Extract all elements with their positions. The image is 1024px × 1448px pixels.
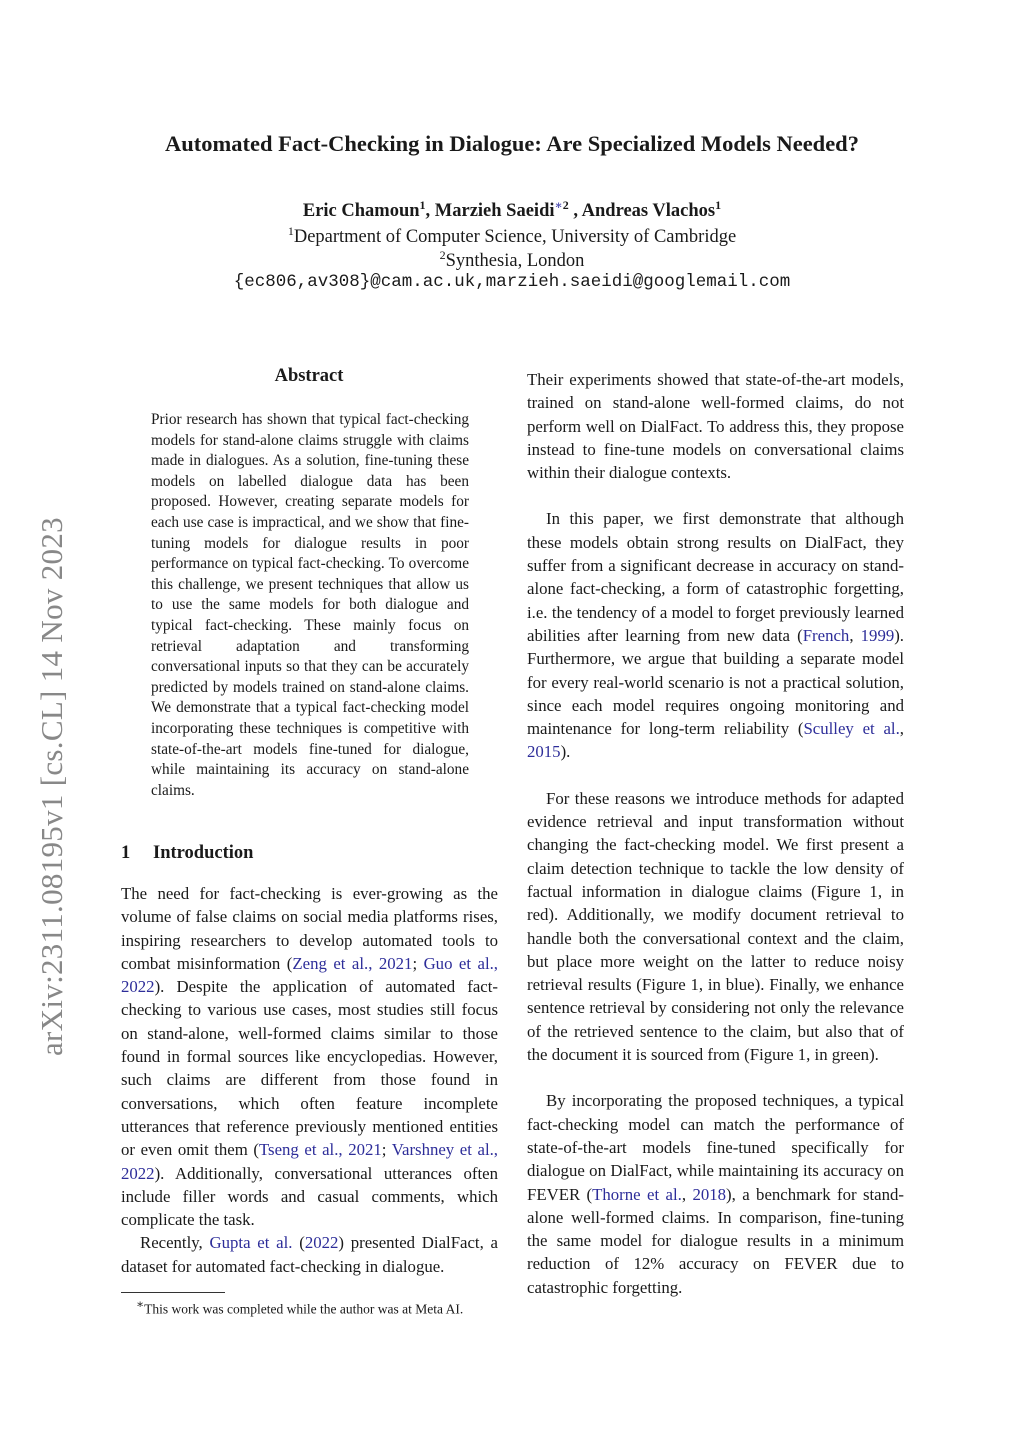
- author-name: Marzieh Saeidi: [434, 201, 555, 222]
- citation-link[interactable]: Zeng et al., 2021: [292, 953, 413, 973]
- abstract-text: Prior research has shown that typical fact-checking models for stand-alone claims struggle with claims made in dialogues. As a solution, fine-tuning these models on labelled dialogue data has been proposed. However, creating separate models for each use case is impractical, and we show that fine-tuning models for dialogue results in poor performance on typical fact-checking. To overcome this challenge, we present techniques that allow us to use the same models for both dialogue and typical fact-checking. These mainly focus on retrieval adaptation and transforming conversational inputs so that they can be accurately predicted by models trained on stand-alone claims. We demonstrate that a typical fact-checking model incorporating these techniques is competitive with state-of-the-art models fine-tuned for dialogue, while maintaining its accuracy on stand-alone claims.: [151, 411, 469, 799]
- affiliation-mark: 2: [562, 198, 569, 212]
- intro-paragraph-4: In this paper, we first demonstrate that although these models obtain strong results on DialFact, they suffer from a significant decrease in accuracy on stand-alone fact-checking, a form of catastrophic forgetting, i.e. the tendency of a model to forget previously learned abilities after learning from new data (French, 1999). Furthermore, we argue that building a separate model for every real-world scenario is not a practical solution, since each model requires ongoing monitoring and maintenance for long-term reliability (Sculley et al., 2015).: [527, 509, 905, 762]
- intro-paragraph-5: For these reasons we introduce methods for adapted evidence retrieval and input transformation without changing the fact-checking model. We first present a claim detection technique to tackle the low density of factual information in dialogue claims (Figure 1, in red). Additionally, we modify document retrieval to handle both the conversational context and the claim, but place more weight on the latter to reduce noisy retrieval results (Figure 1, in blue). Finally, we enhance sentence retrieval by considering not only the relevance of the retrieved sentence to the claim, but also that of the document it is sourced from (Figure 1, in green).: [527, 788, 904, 1065]
- citation-link[interactable]: Varshney et al., 2022: [121, 1140, 499, 1183]
- intro-paragraph-3: Their experiments showed that state-of-the-art models, trained on stand-alone well-formed claims, do not perform well on DialFact. To address this, they propose instead to fine-tune models on conversational claims within their dialogue contexts.: [527, 370, 904, 483]
- citation-link[interactable]: 2022: [304, 1233, 339, 1253]
- paper-title: Automated Fact-Checking in Dialogue: Are Specialized Models Needed?: [165, 131, 859, 156]
- section-heading: [121, 843, 253, 864]
- abstract-heading: Abstract: [274, 366, 344, 386]
- intro-paragraph-2: Recently, Gupta et al. (2022) presented DialFact, a dataset for automated fact-checking in dialogue.: [121, 1233, 498, 1276]
- author-list: Eric Chamoun$^1$, Marzieh Saeidi$^{∗2}$ , Andreas Vlachos$^1$: [302, 198, 722, 222]
- affiliation-1: $^1$Department of Computer Science, University of Cambridge: [287, 224, 737, 248]
- intro-paragraph-1: The need for fact-checking is ever-growing as the volume of false claims on social media platforms rises, inspiring researchers to develop automated tools to combat misinformation (Zeng et al., 2021; Guo et al., 2022). Despite the application of automated fact-checking to various use cases, most studies still focus on stand-alone, well-formed claims similar to those found in formal sources like encyclopedias. However, such claims are different from those found in conversations, which often feature incomplete utterances that reference previously mentioned entities or even omit them (Tseng et al., 2021; Varshney et al., 2022). Additionally, conversational utterances often include filler words and casual comments, which complicate the task.: [121, 884, 499, 1230]
- intro-paragraph-6: By incorporating the proposed techniques, a typical fact-checking model can match the performance of state-of-the-art models fine-tuned specifically for dialogue on DialFact, while maintaining its accuracy on FEVER (Thorne et al., 2018), a benchmark for stand-alone well-formed claims. In comparison, fine-tuning the same model for dialogue results in a minimum reduction of 12% accuracy on FEVER due to catastrophic forgetting.: [527, 1091, 904, 1297]
- citation-link[interactable]: 2015: [527, 742, 561, 762]
- footnote-mark: ∗: [554, 198, 563, 212]
- affiliation-mark: 1: [715, 198, 722, 212]
- footnote-mark: ∗: [136, 1297, 145, 1311]
- left-column: [121, 882, 498, 1278]
- citation-link[interactable]: Thorne et al.: [592, 1184, 682, 1204]
- footnote-divider: [121, 1292, 225, 1293]
- affiliation-mark: 1: [419, 198, 426, 212]
- citation-link[interactable]: Guo et al., 2022: [121, 953, 498, 997]
- section-title: Introduction: [153, 843, 254, 863]
- footnote-text: This work was completed while the author was at Meta AI.: [144, 1301, 464, 1317]
- citation-link[interactable]: Sculley et al.: [803, 719, 900, 739]
- affiliation-2: $^2$Synthesia, London: [439, 248, 585, 272]
- citation-link[interactable]: 1999: [860, 625, 895, 645]
- citation-link[interactable]: 2018: [692, 1184, 727, 1204]
- citation-link[interactable]: French: [802, 625, 850, 645]
- author-name: Eric Chamoun: [302, 201, 420, 222]
- right-column: [527, 368, 904, 1299]
- author-name: Andreas Vlachos: [581, 201, 716, 222]
- section-number: 1: [121, 843, 131, 863]
- footnote: [121, 1294, 498, 1320]
- citation-link[interactable]: Tseng et al., 2021: [258, 1140, 382, 1160]
- author-emails: {ec806,av308}@cam.ac.uk,marzieh.saeidi@googlemail.com: [233, 272, 791, 292]
- arxiv-identifier: arXiv:2311.08195v1 [cs.CL] 14 Nov 2023: [34, 517, 69, 1056]
- citation-link[interactable]: Gupta et al.: [209, 1233, 293, 1253]
